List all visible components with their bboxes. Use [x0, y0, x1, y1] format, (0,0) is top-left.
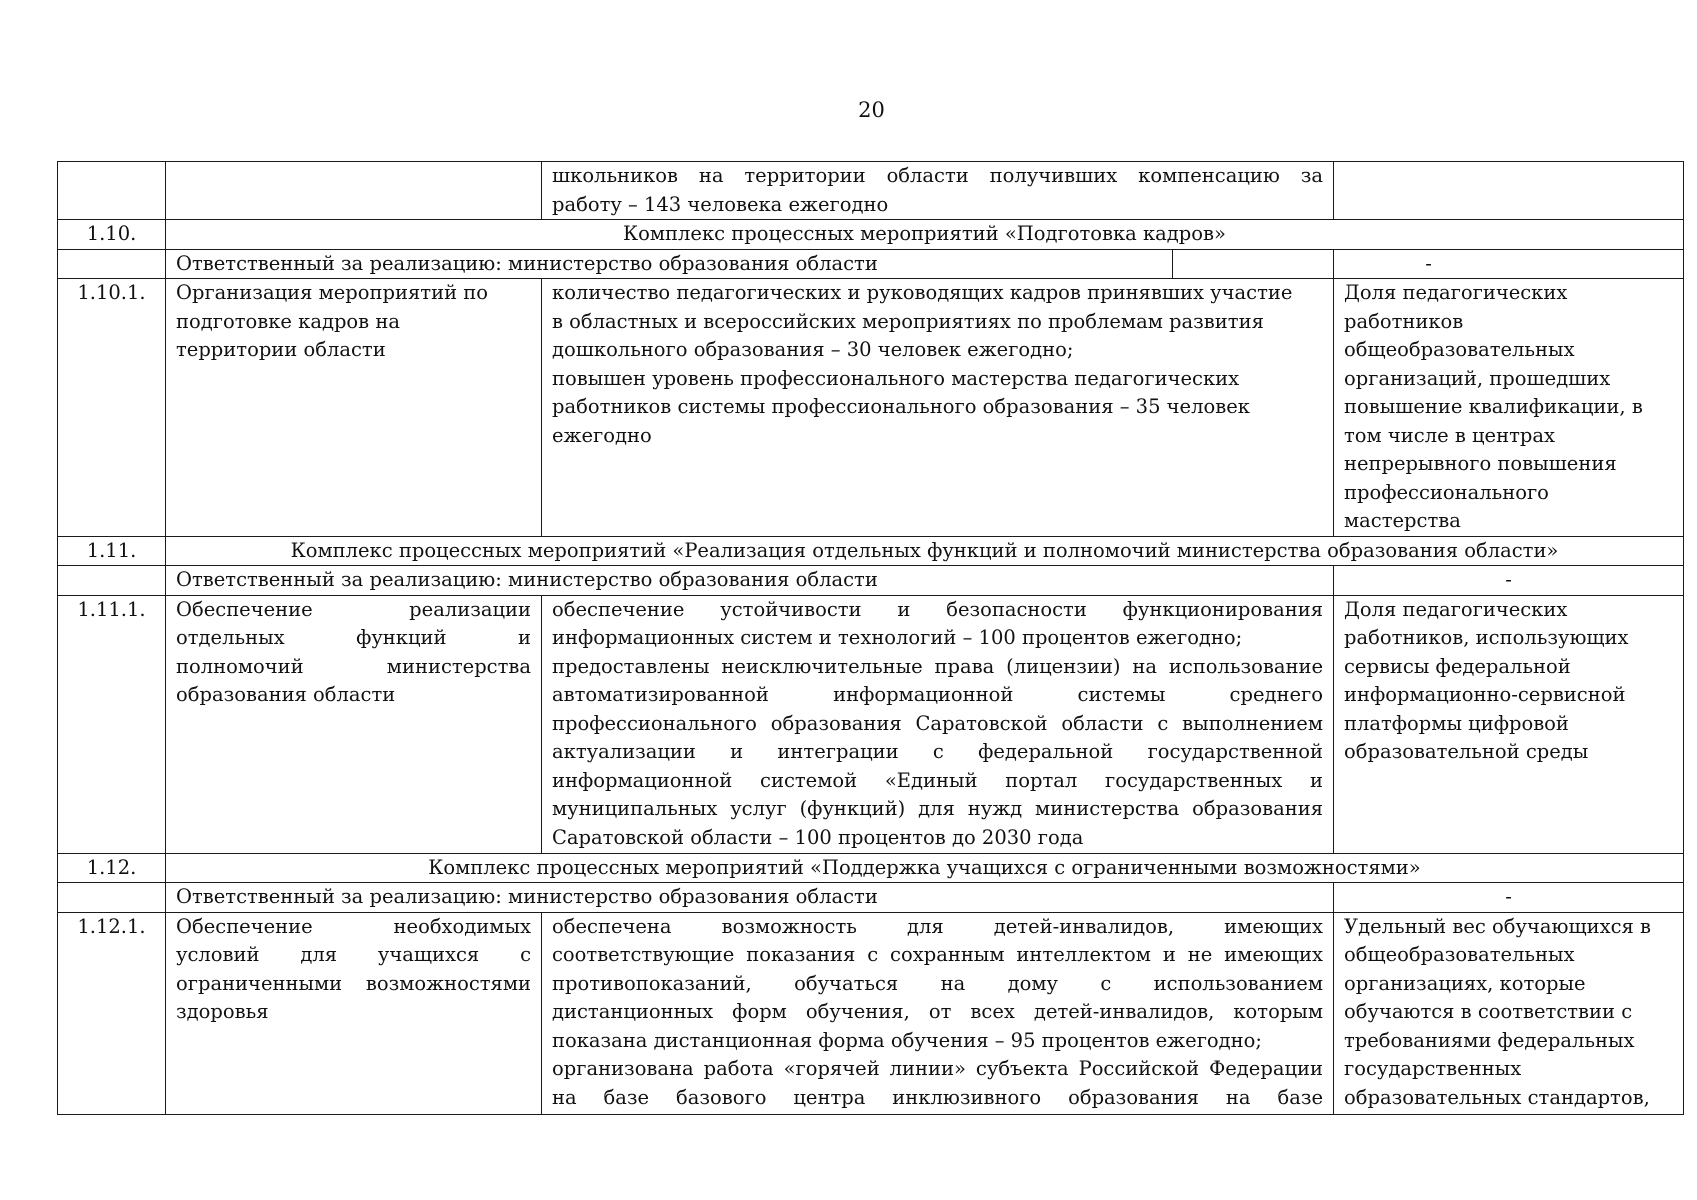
indicator-line: повышение квалификации, в — [1344, 395, 1643, 418]
result-line: повышен уровень профессионального мастерства педагогических — [552, 366, 1240, 390]
name-line: Обеспечение необходимых — [176, 914, 531, 938]
dash-cell — [1334, 249, 1684, 279]
indicator-line: сервисы федеральной — [1344, 654, 1571, 678]
section-title: Комплекс процессных мероприятий «Реализация отдельных функций и полномочий министерства образования области» — [166, 536, 1684, 566]
section-row-1-11 — [58, 536, 1684, 566]
indicator-line: обучаются в соответствии с — [1344, 1000, 1633, 1023]
dash-cell: - — [1334, 883, 1684, 913]
result-line: организована работа «горячей линии» субъекта Российской Федерации — [552, 1057, 1323, 1080]
result-line: информационной системой «Единый портал государственных и — [552, 768, 1323, 792]
indicator-line: профессионального — [1344, 480, 1549, 504]
table-row-1-12-1 — [58, 912, 1684, 1114]
result-line: количество педагогических и руководящих кадров принявших участие — [552, 281, 1293, 304]
page-number: 20 — [858, 98, 885, 122]
event-name-cell — [166, 279, 542, 537]
name-line: здоровья — [176, 1000, 269, 1023]
indicator-line: требованиями федеральных — [1344, 1028, 1635, 1052]
section-title: Комплекс процессных мероприятий «Подготовка кадров» — [166, 220, 1684, 250]
result-line: профессионального образования Саратовской области с выполнением — [552, 711, 1323, 735]
indicator-cell — [1334, 279, 1684, 537]
table-row-1-11-1 — [58, 595, 1684, 853]
responsible-row-1-10 — [58, 249, 1684, 279]
result-line: школьников на территории области получивших компенсацию за — [552, 164, 1323, 187]
row-number: 1.11. — [58, 536, 166, 566]
indicator-line: образовательной среды — [1344, 740, 1589, 763]
result-line: предоставлены неисключительные права (лицензии) на использование — [552, 654, 1323, 678]
section-title: Комплекс процессных мероприятий «Поддержка учащихся с ограниченными возможностями» — [166, 853, 1684, 883]
indicator-line: Доля педагогических — [1344, 281, 1568, 304]
result-line: ежегодно — [552, 423, 652, 447]
indicator-cell — [1334, 595, 1684, 853]
cell-divider — [1172, 250, 1174, 279]
row-number: 1.12.1. — [58, 912, 166, 1114]
table-row-1-10-1 — [58, 279, 1684, 537]
indicator-line: платформы цифровой — [1344, 711, 1569, 735]
responsible-row-1-11 — [58, 566, 1684, 596]
result-line: на базе базового центра инклюзивного образования на базе — [552, 1085, 1323, 1109]
responsible-cell: Ответственный за реализацию: министерство образования области — [166, 883, 1334, 913]
name-line: условий для учащихся с — [176, 943, 531, 966]
indicator-line: информационно-сервисной — [1344, 683, 1626, 706]
indicator-line: Удельный вес обучающихся в — [1344, 914, 1651, 938]
result-line: муниципальных услуг (функций) для нужд министерства образования — [552, 797, 1323, 820]
result-line: обеспечена возможность для детей-инвалидов, имеющих — [552, 914, 1323, 938]
result-line: автоматизированной информационной системы среднего — [552, 683, 1323, 706]
dash-cell: - — [1334, 566, 1684, 596]
indicator-line: общеобразовательных — [1344, 338, 1575, 361]
result-line: работу – 143 человека ежегодно — [552, 192, 889, 216]
responsible-cell — [166, 249, 1334, 279]
section-row-1-12 — [58, 853, 1684, 883]
section-row-1-10 — [58, 220, 1684, 250]
responsible-row-1-12 — [58, 883, 1684, 913]
result-cell — [542, 912, 1334, 1114]
result-line: дошкольного образования – 30 человек ежегодно; — [552, 338, 1074, 361]
result-line: работников системы профессионального образования – 35 человек — [552, 395, 1250, 418]
indicator-line: работников — [1344, 309, 1464, 333]
indicator-line: непрерывного повышения — [1344, 452, 1617, 475]
name-line: образования области — [176, 683, 396, 706]
name-line: территории области — [176, 338, 386, 361]
indicator-line: работников, использующих — [1344, 626, 1629, 649]
event-name-cell — [166, 912, 542, 1114]
row-number: 1.10.1. — [58, 279, 166, 537]
result-line: дистанционных форм обучения, от всех детей-инвалидов, которым — [552, 1000, 1323, 1023]
indicator-cell — [1334, 162, 1684, 220]
event-name-cell — [166, 162, 542, 220]
indicator-cell — [1334, 912, 1684, 1114]
name-line: отдельных функций и — [176, 626, 531, 649]
indicator-line: организаций, прошедших — [1344, 366, 1611, 390]
indicator-line: образовательных стандартов, — [1344, 1085, 1650, 1109]
result-line: показана дистанционная форма обучения – 95 процентов ежегодно; — [552, 1028, 1262, 1052]
row-number: 1.11.1. — [58, 595, 166, 853]
result-cell — [542, 162, 1334, 220]
row-number — [58, 162, 166, 220]
indicator-line: Доля педагогических — [1344, 597, 1568, 621]
indicator-line: государственных — [1344, 1057, 1522, 1080]
result-cell — [542, 595, 1334, 853]
dash-text: - — [1425, 251, 1432, 275]
result-line: соответствующие показания с сохранным интеллектом и не имеющих — [552, 943, 1323, 966]
result-cell — [542, 279, 1334, 537]
event-name-cell — [166, 595, 542, 853]
name-line: Обеспечение реализации — [176, 597, 531, 621]
result-line: информационных систем и технологий – 100 процентов ежегодно; — [552, 626, 1243, 649]
result-line: Саратовской области – 100 процентов до 2030 года — [552, 825, 1084, 849]
result-line: обеспечение устойчивости и безопасности функционирования — [552, 597, 1323, 621]
result-line: актуализации и интеграции с федеральной государственной — [552, 740, 1323, 763]
responsible-text: Ответственный за реализацию: министерство образования области — [176, 251, 878, 275]
name-line: Организация мероприятий по — [176, 281, 489, 304]
result-line: противопоказаний, обучаться на дому с использованием — [552, 971, 1323, 995]
program-table — [57, 161, 1684, 1115]
row-number: 1.10. — [58, 220, 166, 250]
responsible-cell: Ответственный за реализацию: министерство образования области — [166, 566, 1334, 596]
indicator-line: общеобразовательных — [1344, 943, 1575, 966]
indicator-line: том числе в центрах — [1344, 423, 1555, 447]
result-line: в областных и всероссийских мероприятиях по проблемам развития — [552, 309, 1264, 333]
table-row-continuation — [58, 162, 1684, 220]
indicator-line: мастерства — [1344, 509, 1461, 532]
name-line: ограниченными возможностями — [176, 971, 531, 995]
name-line: подготовке кадров на — [176, 309, 400, 333]
name-line: полномочий министерства — [176, 654, 531, 678]
row-number: 1.12. — [58, 853, 166, 883]
indicator-line: организациях, которые — [1344, 971, 1586, 995]
